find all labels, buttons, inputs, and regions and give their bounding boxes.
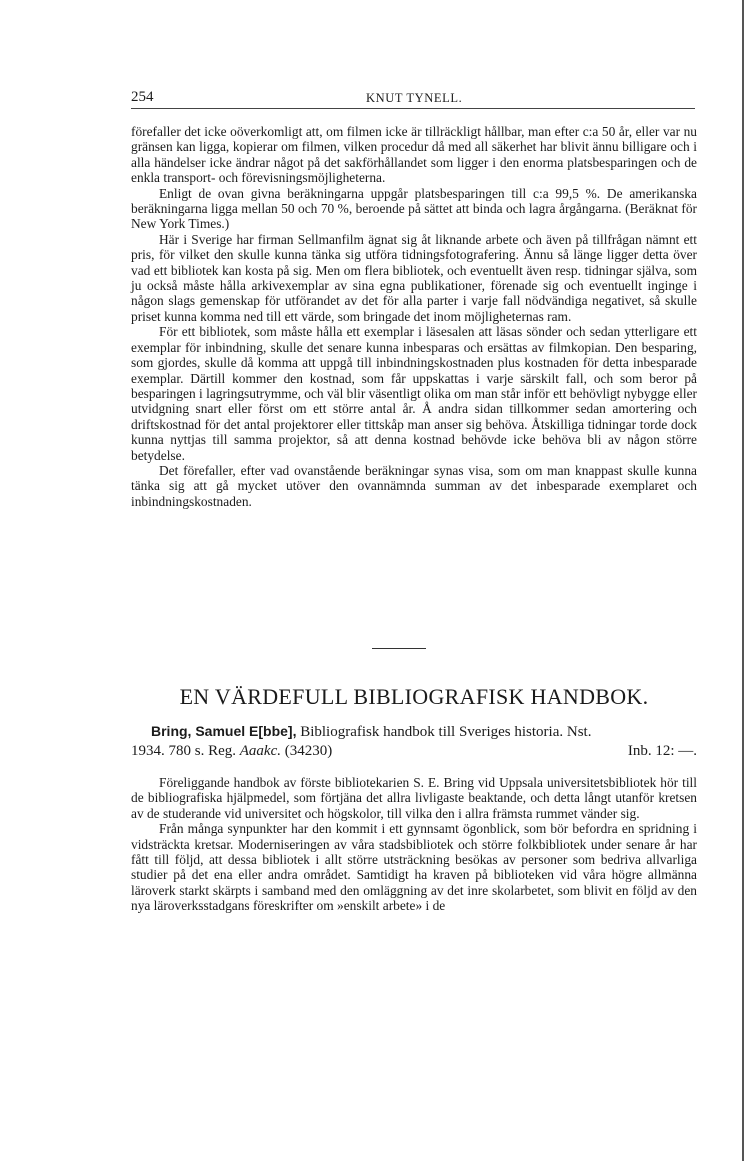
article-body-1: [131, 124, 697, 509]
article-body-2: [131, 775, 697, 914]
bib-year-pages: 1934. 780 s. Reg.: [131, 743, 236, 759]
paragraph: Föreliggande handbok av förste bibliotekarien S. E. Bring vid Uppsala universitetsbibliotek hör till de bibliografiska hjälpmedel, som förtjäna det allra livligaste beaktande, och detta långt utanför kretsen av de studerande vid universitet och högskolor, till vilka den i allra främsta rummet vänder sig.: [131, 775, 697, 821]
bib-price: Inb. 12: —.: [627, 743, 697, 759]
paragraph: Från många synpunkter har den kommit i ett gynnsamt ögonblick, som bör befordra en spridning i vidsträckta kretsar. Moderniseringen av våra stadsbibliotek och större folkbibliotek under senare år har fått till följd, att dessa bibliotek i allt större utsträckning besökas av personer som bedriva allvarliga studier på det ena eller andra området. Samtidigt ha kraven på biblioteken vid våra högre allmänna läroverk starkt skärpts i samband med den omläggning av det inre skolarbetet, som blivit en följd av den nya läroverksstadgans föreskrifter om »enskilt arbete» i de: [131, 821, 697, 914]
paragraph: För ett bibliotek, som måste hålla ett exemplar i läsesalen att läsas sönder och sedan ytterligare ett exemplar för inbindning, skulle det senare kunna inbesparas och ersättas av filmkopian. Den besparing, som gjordes, skulle då komma att uppgå till inbindningskostnaden plus kostnaden för detta inbesparade exemplar. Därtill kommer den kostnad, som får uppskattas i varje särskilt fall, och som beror på besparingen i lagringsutrymme, och väl blir väsentligt olika om man står inför ett behövligt nybygge eller utvidgning snart eller först om ett större antal år. Å andra sidan tillkommer sedan amortering och driftskostnad för det antal projektorer eller tittskåp man anser sig behöva. Åtskilliga tidningar torde dock kunna nyttjas till samma projektor, så att denna kostnad behövde icke behöva bli av någon större betydelse.: [131, 324, 697, 463]
running-head: KNUT TYNELL.: [366, 91, 463, 105]
bib-number: (34230): [284, 743, 333, 759]
page-number: 254: [131, 89, 154, 105]
header-rule: [131, 108, 695, 109]
paragraph: Enligt de ovan givna beräkningarna uppgår platsbesparingen till c:a 99,5 %. De amerikanska beräkningarna ligga mellan 50 och 70 %, beroende på sättet att binda och lagra årgångarna. (Beräknat för New York Times.): [131, 185, 697, 232]
bib-line-1: [131, 722, 697, 742]
paragraph: Här i Sverige har firman Sellmanfilm ägnat sig åt liknande arbete och även på tillfrågan nämnt ett pris, för vilket den skulle kunna tänka sig utföra tidningsfotografering. Ännu så länge ligger detta över vad ett bibliotek kan kosta på sig. Men om flera bibliotek, och eventuellt även resp. tidningar själva, som ju också måste hålla arkivexemplar av sina egna publikationer, förenade sig och eventuellt inginge i någon slags gemenskap för utförandet av det för alla parter i varje fall nödvändiga negativet, så skulle priset kunna komma ned till ett värde, som bringade det inom möjligheternas ram.: [131, 231, 697, 324]
bib-line-2: [131, 742, 697, 761]
section-title: EN VÄRDEFULL BIBLIOGRAFISK HANDBOK.: [179, 684, 649, 709]
bib-title: Bibliografisk handbok till Sveriges historia.: [300, 724, 564, 740]
bib-publisher: Aaakc.: [239, 743, 281, 759]
paragraph: förefaller det icke oöverkomligt att, om filmen icke är tillräckligt hållbar, man efter c:a 50 år, eller var nu gränsen kan ligga, kopierar om filmen, vilken procedur då med all säkerhet har blivit ännu billigare och i alla händelser icke ändrar något på det sakförhållandet som ligger i den enorma platsbesparingen och de enkla transport- och förevisningsmöjligheterna.: [131, 124, 697, 186]
paragraph: Det förefaller, efter vad ovanstående beräkningar synas visa, som om man knappast skulle kunna tänka sig att gå mycket utöver den ovannämnda summan av det inbesparade exemplaret och inbindningskostnaden.: [131, 462, 697, 509]
bib-author: Bring, Samuel E[bbe],: [151, 723, 297, 739]
section-divider: [372, 648, 426, 649]
bib-place: Nst.: [566, 724, 592, 740]
bibliographic-entry: [131, 722, 697, 761]
